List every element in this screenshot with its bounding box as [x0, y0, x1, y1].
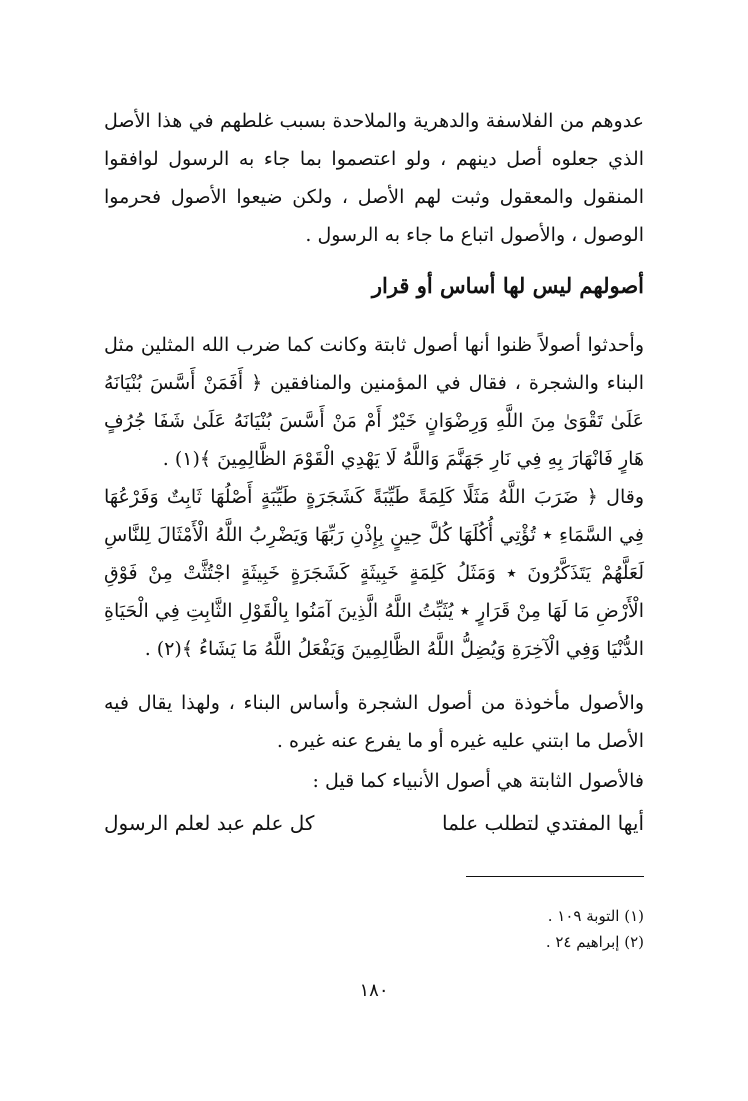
- verse-first-hemistich: أيها المفتدي لتطلب علما: [441, 811, 644, 835]
- verse-second-hemistich: كل علم عبد لعلم الرسول: [104, 811, 315, 835]
- footnote-1: (١) التوبة ١٠٩ .: [547, 907, 644, 925]
- page-number: ١٨٠: [359, 980, 389, 1001]
- paragraph-3: وقال ﴿ ضَرَبَ اللَّهُ مَثَلًا كَلِمَةً طَيِّبَةً كَشَجَرَةٍ طَيِّبَةٍ أَصْلُهَا ثَابِتٌ وَفَرْعُهَا فِي السَّمَاءِ ٭ تُؤْتِي أُكُلَهَا كُلَّ حِينٍ بِإِذْنِ رَبِّهَا وَيَضْرِبُ اللَّهُ الْأَمْثَالَ لِلنَّاسِ لَعَلَّهُمْ يَتَذَكَّرُونَ ٭ وَمَثَلُ كَلِمَةٍ خَبِيثَةٍ كَشَجَرَةٍ خَبِيثَةٍ اجْتُثَّتْ مِنْ فَوْقِ الْأَرْضِ مَا لَهَا مِنْ قَرَارٍ ٭ يُثَبِّتُ اللَّهُ الَّذِينَ آمَنُوا بِالْقَوْلِ الثَّابِتِ فِي الْحَيَاةِ الدُّنْيَا وَفِي الْآخِرَةِ وَيُضِلُّ اللَّهُ الظَّالِمِينَ وَيَفْعَلُ اللَّهُ مَا يَشَاءُ ﴾(٢) .: [104, 486, 644, 660]
- paragraph-5: فالأصول الثابتة هي أصول الأنبياء كما قيل :: [312, 770, 644, 792]
- paragraph-2: وأحدثوا أصولاً ظنوا أنها أصول ثابتة وكانت كما ضرب الله المثلين مثل البناء والشجرة ، فقال في المؤمنين والمنافقين ﴿ أَفَمَنْ أَسَّسَ بُنْيَانَهُ عَلَىٰ تَقْوَىٰ مِنَ اللَّهِ وَرِضْوَانٍ خَيْرٌ أَمْ مَنْ أَسَّسَ بُنْيَانَهُ عَلَىٰ شَفَا جُرُفٍ هَارٍ فَانْهَارَ بِهِ فِي نَارِ جَهَنَّمَ وَاللَّهُ لَا يَهْدِي الْقَوْمَ الظَّالِمِينَ ﴾(١) .: [104, 334, 644, 470]
- paragraph-1: عدوهم من الفلاسفة والدهرية والملاحدة بسبب غلطهم في هذا الأصل الذي جعلوه أصل دينهم ، ولو اعتصموا بما جاء به الرسول لوافقوا المنقول والمعقول وثبت لهم الأصل ، ولكن ضيعوا الأصول فحرموا الوصول ، والأصول اتباع ما جاء به الرسول .: [104, 110, 644, 246]
- paragraph-4: والأصول مأخوذة من أصول الشجرة وأساس البناء ، ولهذا يقال فيه الأصل ما ابتني عليه غيره أو ما يفرع عنه غيره .: [104, 692, 644, 752]
- poetry-verse: [104, 804, 644, 842]
- footnote-2: (٢) إبراهيم ٢٤ .: [545, 933, 644, 951]
- section-heading: أصولهم ليس لها أساس أو قرار: [371, 273, 644, 298]
- footnote-divider: [466, 876, 644, 877]
